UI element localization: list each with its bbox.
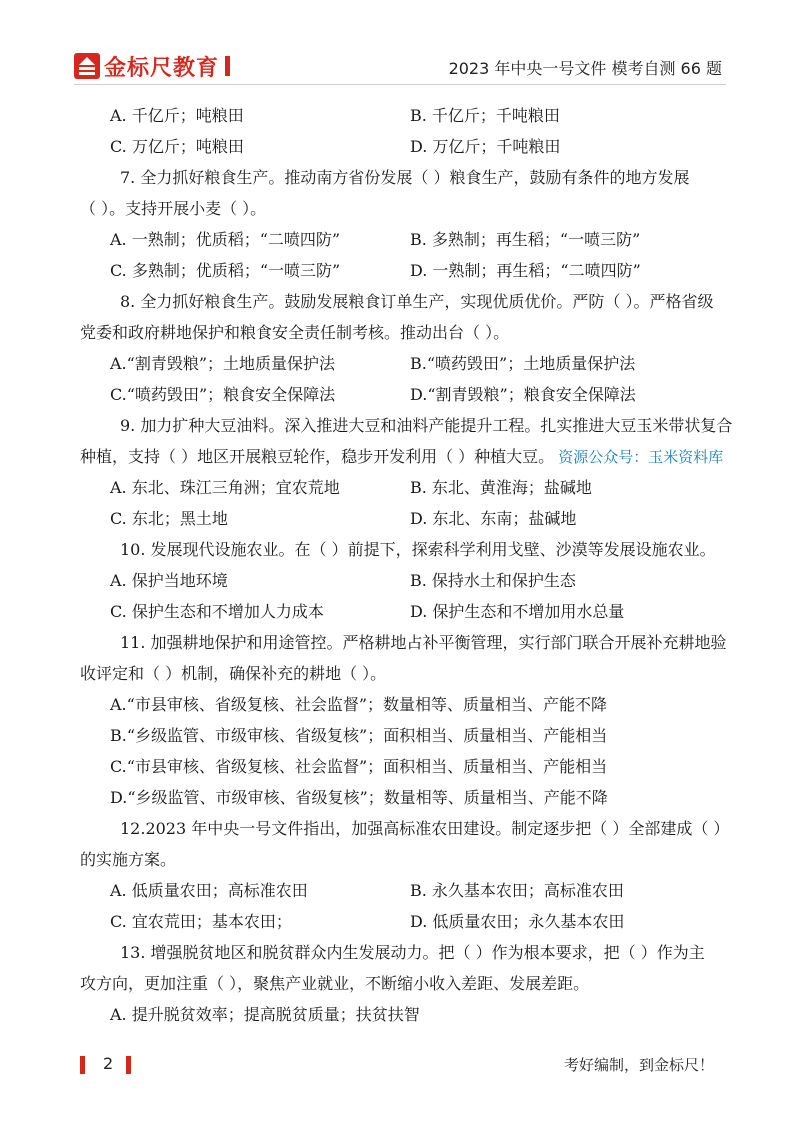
q12-option-a: A. 低质量农田；高标准农田	[110, 881, 308, 900]
q9-option-d: D. 东北、东南；盐碱地	[410, 509, 577, 528]
q9-options-row-1	[102, 472, 752, 503]
q6-options-row-2	[102, 131, 752, 162]
q7-option-c: C. 多熟制；优质稻；“一喷三防”	[110, 261, 341, 280]
q8-options-row-2	[102, 379, 752, 410]
q10-stem-line-1: 10. 发展现代设施农业。在（ ）前提下，探索科学利用戈壁、沙漠等发展设施农业。	[120, 540, 716, 559]
q12-stem-line-2: 的实施方案。	[80, 850, 177, 869]
brand-logo	[74, 52, 230, 80]
q9-option-a: A. 东北、珠江三角洲；宜农荒地	[110, 478, 340, 497]
q9-option-b: B. 东北、黄淮海；盐碱地	[410, 478, 592, 497]
footer-slogan: 考好编制，到金标尺！	[563, 1056, 714, 1074]
q6-options-row-1	[102, 100, 752, 131]
q8-stem-line-1: 8. 全力抓好粮食生产。鼓励发展粮食订单生产，实现优质优价。严防（ ）。严格省级	[120, 292, 714, 311]
q7-stem-line-2: （ ）。支持开展小麦（ ）。	[80, 199, 267, 218]
page-header	[0, 0, 800, 92]
header-divider	[74, 84, 726, 85]
q7-stem-line-1: 7. 全力抓好粮食生产。推动南方省份发展（ ）粮食生产，鼓励有条件的地方发展	[120, 168, 690, 187]
q7-option-d: D. 一熟制；再生稻；“二喷四防”	[410, 261, 641, 280]
q11-option-c: C.“市县审核、省级复核、社会监督”；面积相当、质量相当、产能相当	[110, 757, 608, 776]
q11-option-b: B.“乡级监管、市级审核、省级复核”；面积相当、质量相当、产能相当	[110, 726, 608, 745]
q13-stem-line-1: 13. 增强脱贫地区和脱贫群众内生发展动力。把（ ）作为根本要求，把（ ）作为主	[120, 943, 705, 962]
q12-option-c: C. 宜农荒田；基本农田；	[110, 912, 292, 931]
q12-stem-line-1: 12.2023 年中央一号文件指出，加强高标准农田建设。制定逐步把（ ）全部建成（ ）	[120, 819, 730, 838]
q11-option-a: A.“市县审核、省级复核、社会监督”；数量相等、质量相当、产能不降	[110, 695, 608, 714]
q9-stem-line-2	[80, 441, 752, 472]
q7-option-b: B. 多熟制；再生稻；“一喷三防”	[410, 230, 641, 249]
q7-options-row-1	[102, 224, 752, 255]
q11-option-c-row	[102, 751, 752, 782]
footer-left-mark	[80, 1056, 85, 1074]
footer-right-mark	[126, 1056, 131, 1074]
q9-option-c: C. 东北；黑土地	[110, 509, 228, 528]
q6-option-a: A. 千亿斤；吨粮田	[110, 106, 244, 125]
q10-option-d: D. 保护生态和不增加用水总量	[410, 602, 625, 621]
q6-option-b: B. 千亿斤；千吨粮田	[410, 106, 560, 125]
q8-options-row-1	[102, 348, 752, 379]
document-title: 2023 年中央一号文件 模考自测 66 题	[448, 59, 722, 78]
brand-name: 金标尺教育	[104, 55, 220, 81]
q10-option-c: C. 保护生态和不增加人力成本	[110, 602, 324, 621]
q11-stem-line-1: 11. 加强耕地保护和用途管控。严格耕地占补平衡管理，实行部门联合开展补充耕地验	[120, 633, 727, 652]
q8-option-b: B.“喷药毁田”；土地质量保护法	[410, 354, 636, 373]
q12-option-b: B. 永久基本农田；高标准农田	[410, 881, 624, 900]
q13-stem-line-2: 攻方向，更加注重（ ），聚焦产业就业，不断缩小收入差距、发展差距。	[80, 974, 590, 993]
q10-option-b: B. 保持水土和保护生态	[410, 571, 576, 590]
resource-note: 资源公众号：玉米资料库	[558, 448, 724, 466]
logo-icon	[74, 53, 100, 79]
page-number: 2	[103, 1054, 114, 1073]
q11-option-b-row	[102, 720, 752, 751]
q8-stem-line-2: 党委和政府耕地保护和粮食安全责任制考核。推动出台（ ）。	[80, 323, 510, 342]
q12-options-row-2	[102, 906, 752, 937]
q12-option-d: D. 低质量农田；永久基本农田	[410, 912, 625, 931]
q8-option-a: A.“割青毁粮”；土地质量保护法	[110, 354, 336, 373]
q8-option-c: C.“喷药毁田”；粮食安全保障法	[110, 385, 336, 404]
q6-option-d: D. 万亿斤；千吨粮田	[410, 137, 561, 156]
logo-accent-bar	[225, 56, 230, 76]
q9-stem-line-2-text: 种植，支持（ ）地区开展粮豆轮作，稳步开发利用（ ）种植大豆。	[80, 447, 555, 466]
q10-options-row-2	[102, 596, 752, 627]
q8-option-d: D.“割青毁粮”；粮食安全保障法	[410, 385, 636, 404]
q10-option-a: A. 保护当地环境	[110, 571, 228, 590]
q11-option-d-row	[102, 782, 752, 813]
q10-options-row-1	[102, 565, 752, 596]
q11-stem-line-2: 收评定和（ ）机制，确保补充的耕地（ ）。	[80, 664, 387, 683]
q11-option-d: D.“乡级监管、市级审核、省级复核”；数量相等、质量相当、产能不降	[110, 788, 608, 807]
q12-options-row-1	[102, 875, 752, 906]
q7-option-a: A. 一熟制；优质稻；“二喷四防”	[110, 230, 341, 249]
q13-option-a-row	[102, 999, 752, 1030]
q11-option-a-row	[102, 689, 752, 720]
question-content	[80, 100, 752, 1030]
q6-option-c: C. 万亿斤；吨粮田	[110, 137, 244, 156]
q9-options-row-2	[102, 503, 752, 534]
q9-stem-line-1: 9. 加力扩种大豆油料。深入推进大豆和油料产能提升工程。扎实推进大豆玉米带状复合	[120, 416, 733, 435]
q13-option-a: A. 提升脱贫效率；提高脱贫质量；扶贫扶智	[110, 1005, 420, 1024]
page-footer	[0, 1040, 800, 1080]
q7-options-row-2	[102, 255, 752, 286]
